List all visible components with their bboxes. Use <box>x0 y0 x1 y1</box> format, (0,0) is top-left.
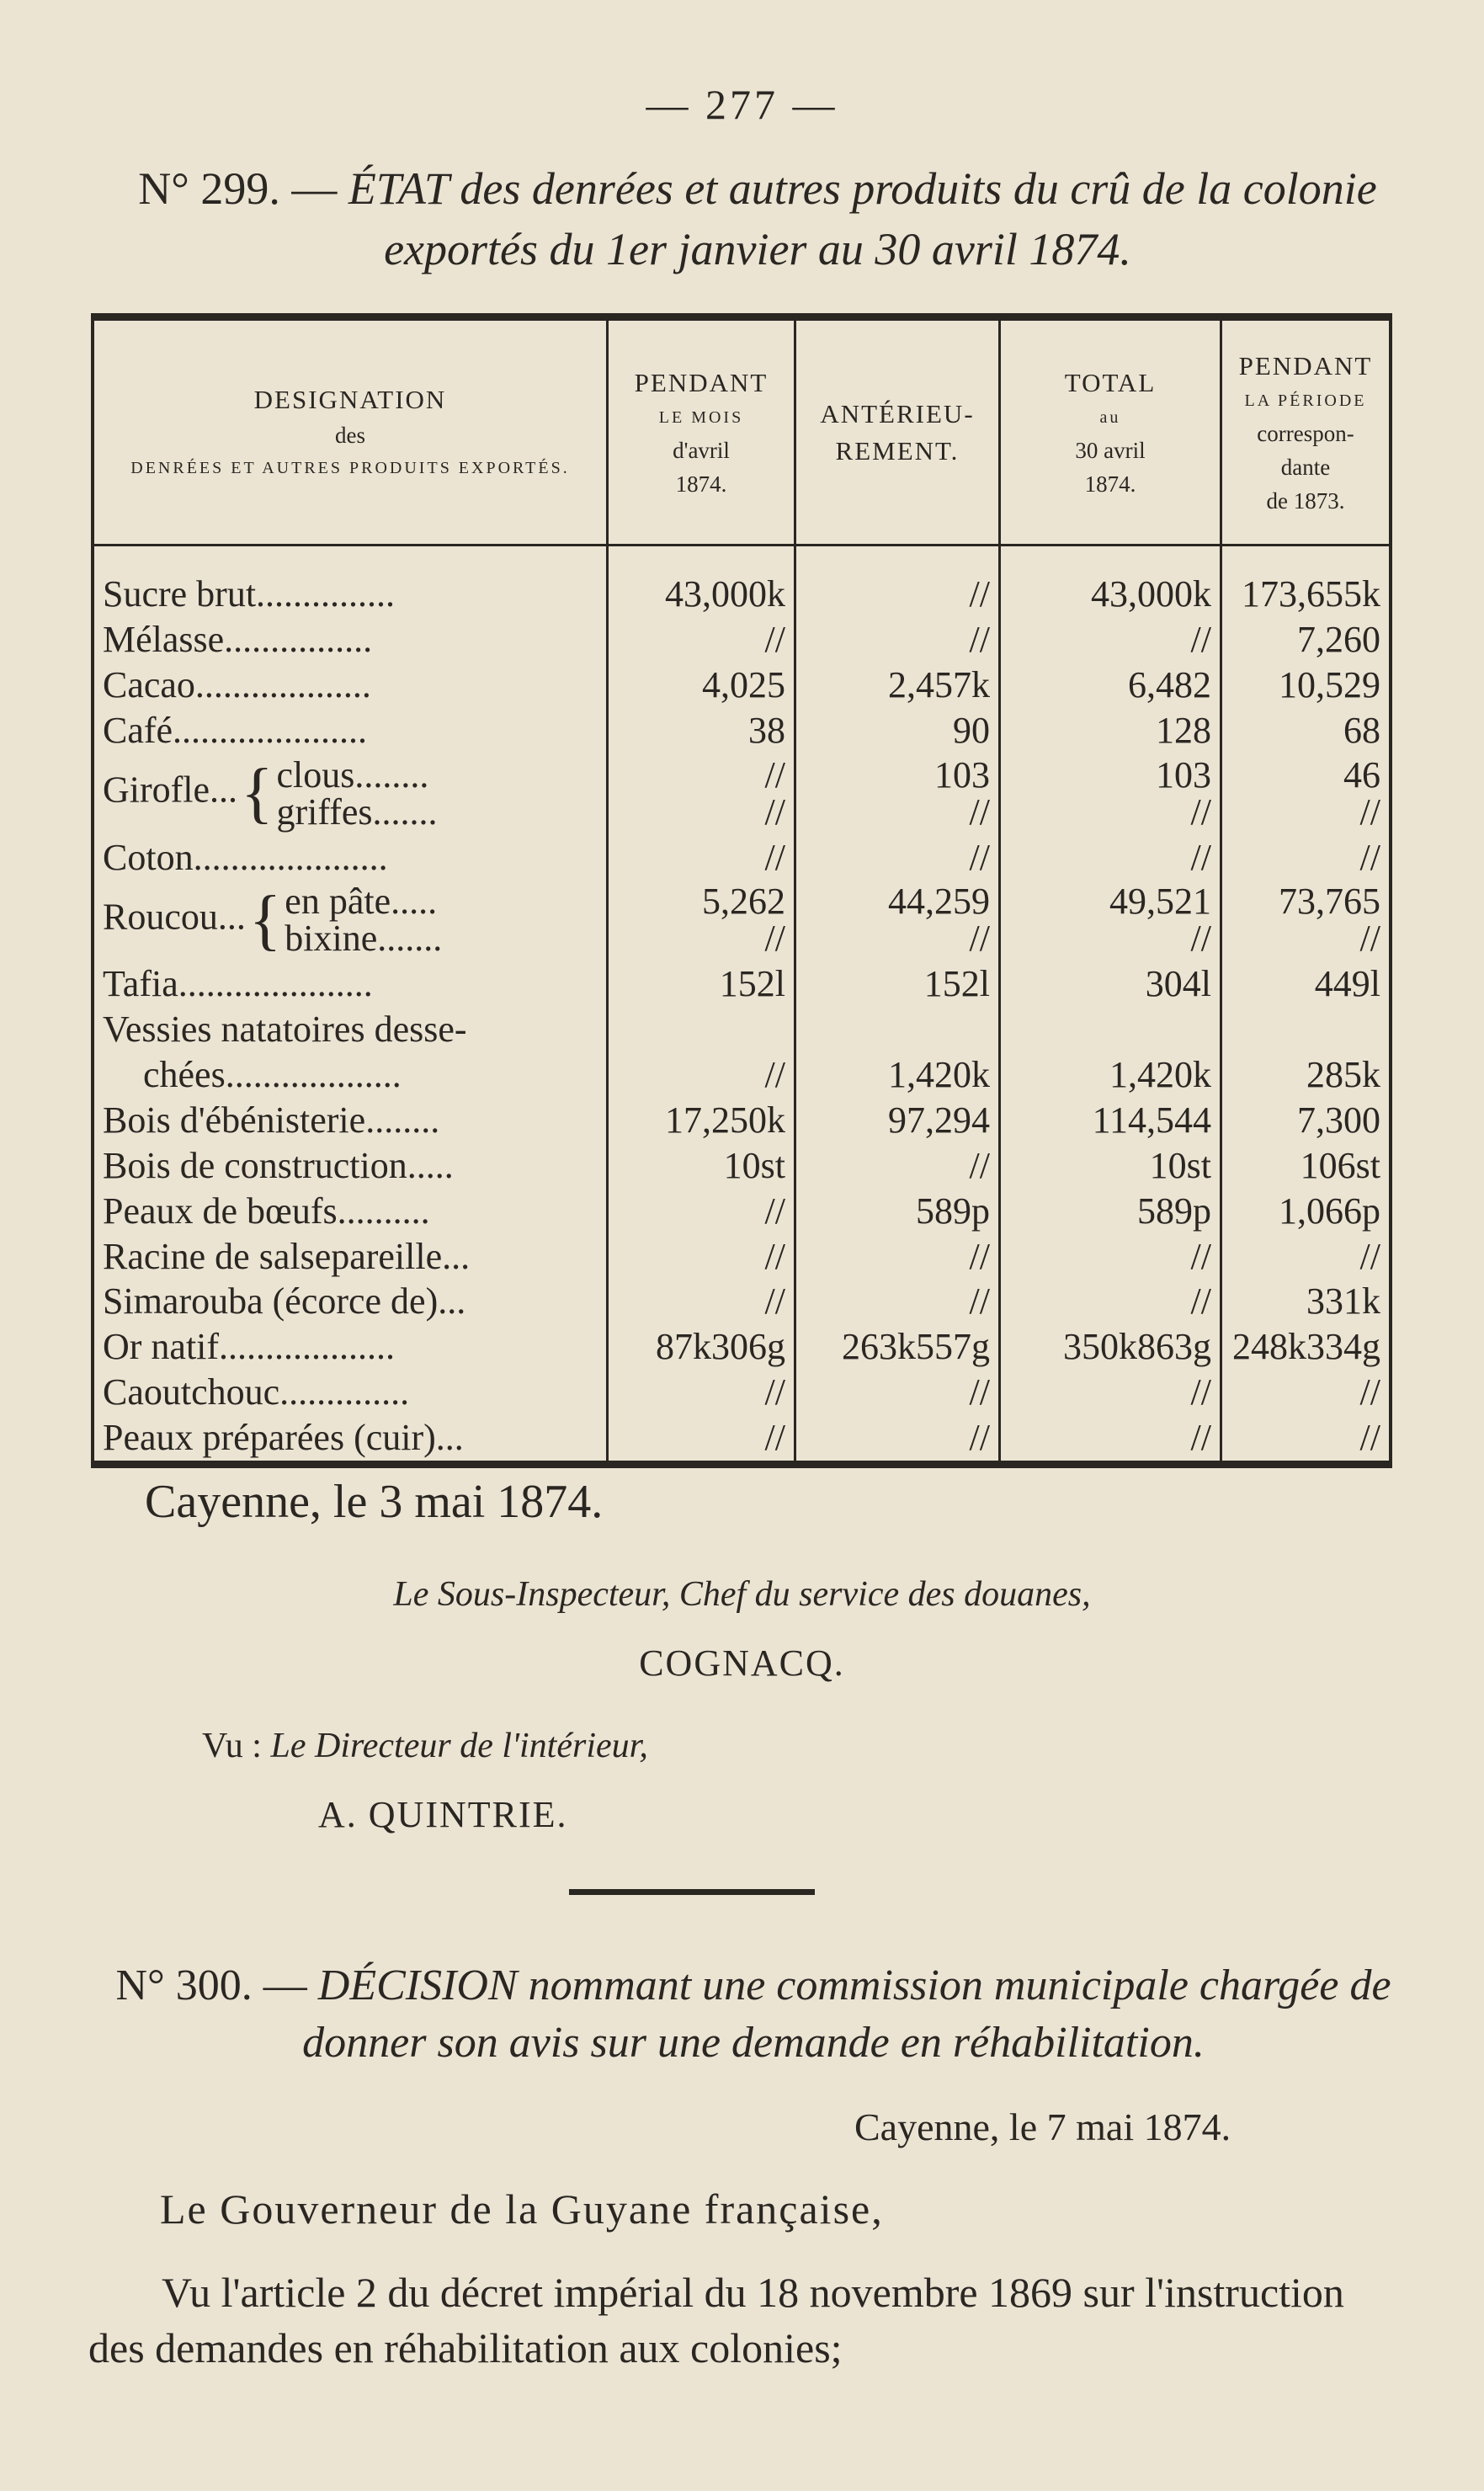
cell-anter: 589p <box>795 1188 1000 1233</box>
row-name: Caoutchouc.............. <box>94 1370 608 1415</box>
sub-label: bixine....... <box>285 918 443 960</box>
group-label: Girofle... <box>103 769 238 812</box>
signatory-role: Le Sous-Inspecteur, Chef du service des douanes, <box>393 1575 1091 1614</box>
vu-role: Le Directeur de l'intérieur, <box>270 1727 648 1765</box>
exports-table <box>94 321 1389 1461</box>
cell-total <box>1000 1006 1221 1051</box>
cell-periode: 10,529 <box>1279 664 1380 706</box>
cell-mois: // // <box>608 753 795 834</box>
row-name: Café..................... <box>94 708 608 753</box>
cell-periode <box>1221 1006 1390 1051</box>
header-periode <box>1221 321 1390 546</box>
considerant: Vu l'article 2 du décret impérial du 18 novembre 1869 sur l'instruction des demandes en réhabilitation aux colonies; <box>88 2269 1344 2371</box>
header-anter-line2: REMENT. <box>835 435 960 466</box>
row-name: Or natif................... <box>94 1324 608 1370</box>
cell-total: 10st <box>1000 1142 1221 1188</box>
place-date: Cayenne, le 3 mai 1874. <box>145 1476 604 1528</box>
cell-anter: 152l <box>795 961 1000 1006</box>
cell-periode: 1,066p <box>1279 1190 1380 1232</box>
header-mois-line4: 1874. <box>675 471 727 497</box>
row-name: Simarouba (écorce de)... <box>94 1279 608 1324</box>
table-row <box>94 1279 1389 1324</box>
sub-label: en pâte..... <box>285 881 438 923</box>
header-total <box>1000 321 1221 546</box>
row-name: Cacao................... <box>94 663 608 708</box>
cell-total: 6,482 <box>1000 663 1221 708</box>
approval-line <box>202 1726 648 1766</box>
cell-mois: 5,262 // <box>608 880 795 961</box>
header-total-line2: au <box>1099 407 1121 427</box>
cell-periode: 285k <box>1306 1053 1380 1095</box>
decision-place-date: Cayenne, le 7 mai 1874. <box>854 2105 1231 2148</box>
cell-mois: 17,250k <box>608 1097 795 1142</box>
row-name: Bois de construction..... <box>94 1142 608 1188</box>
vu-label: Vu : <box>202 1727 262 1765</box>
table-row <box>94 572 1389 617</box>
table-row <box>94 1370 1389 1415</box>
cell-mois: 4,025 <box>608 663 795 708</box>
decision-title <box>93 1957 1414 2072</box>
header-periode-line4: dante <box>1280 454 1331 480</box>
decision-title-text: DÉCISION nommant une commission municipale chargée de donner son avis sur une demande en réhabilitation. <box>302 1961 1391 2067</box>
row-name: Peaux de bœufs.......... <box>94 1188 608 1233</box>
table-row-group-girofle <box>94 753 1389 834</box>
cell-mois: // <box>608 617 795 663</box>
header-periode-line2: LA PÉRIODE <box>1244 391 1367 410</box>
cell-anter: 44,259 // <box>795 880 1000 961</box>
cell-periode: 7,260 <box>1297 619 1380 661</box>
cell-total: 49,521 // <box>1000 880 1221 961</box>
cell-anter <box>795 1006 1000 1051</box>
header-designation <box>94 321 608 546</box>
group-label: Roucou... <box>103 896 246 938</box>
row-name: Racine de salsepareille... <box>94 1233 608 1279</box>
cell-mois: 10st <box>608 1142 795 1188</box>
cell-total: // <box>1000 834 1221 880</box>
cell-anter: 1,420k <box>795 1051 1000 1097</box>
cell-periode: 46 // <box>1343 753 1380 833</box>
cell-anter: // <box>795 1370 1000 1415</box>
cell-total: // <box>1000 1279 1221 1324</box>
header-periode-line3: correspon- <box>1257 420 1354 446</box>
cell-mois: // <box>608 1188 795 1233</box>
exports-table-frame <box>91 313 1392 1468</box>
table-row <box>94 1097 1389 1142</box>
cell-periode: // <box>1359 1235 1380 1277</box>
cell-periode: // <box>1359 1371 1380 1413</box>
table-row <box>94 1233 1389 1279</box>
table-row <box>94 834 1389 880</box>
header-total-line3: 30 avril <box>1075 437 1146 463</box>
cell-mois: // <box>608 1415 795 1461</box>
sub-label: griffes....... <box>276 790 438 833</box>
table-row <box>94 961 1389 1006</box>
cell-periode: // <box>1359 1417 1380 1459</box>
row-name: Bois d'ébénisterie........ <box>94 1097 608 1142</box>
cell-mois <box>608 1006 795 1051</box>
section-divider <box>569 1889 815 1895</box>
cell-anter: // <box>795 617 1000 663</box>
document-title <box>126 158 1389 279</box>
cell-periode: 73,765 // <box>1279 881 1380 960</box>
cell-anter: 263k557g <box>795 1324 1000 1370</box>
cell-total: // <box>1000 617 1221 663</box>
cell-periode: 248k334g <box>1232 1326 1380 1368</box>
table-row-group-roucou <box>94 880 1389 961</box>
cell-mois: 87k306g <box>608 1324 795 1370</box>
document-number: N° 299. — <box>138 163 338 214</box>
sub-labels <box>276 753 438 833</box>
cell-total: // <box>1000 1370 1221 1415</box>
cell-periode: 7,300 <box>1297 1099 1380 1141</box>
table-row <box>94 1051 1389 1097</box>
header-mois-line1: PENDANT <box>634 367 769 397</box>
header-designation-line3: DENRÉES ET AUTRES PRODUITS EXPORTÉS. <box>130 458 570 477</box>
cell-periode: 173,655k <box>1242 573 1380 615</box>
header-total-line4: 1874. <box>1084 471 1136 497</box>
cell-periode: // <box>1359 836 1380 878</box>
row-name: Sucre brut............... <box>94 572 608 617</box>
decision-number: N° 300. — <box>115 1961 307 2009</box>
table-row <box>94 1415 1389 1461</box>
cell-anter: 97,294 <box>795 1097 1000 1142</box>
header-periode-line5: de 1873. <box>1266 487 1345 514</box>
cell-mois: // <box>608 834 795 880</box>
cell-anter: // <box>795 1233 1000 1279</box>
header-total-line1: TOTAL <box>1064 367 1157 397</box>
cell-anter: 90 <box>795 708 1000 753</box>
header-pendant-mois <box>608 321 795 546</box>
row-name: Coton..................... <box>94 834 608 880</box>
cell-mois: 152l <box>608 961 795 1006</box>
header-designation-line2: des <box>335 422 365 448</box>
cell-anter: // <box>795 1415 1000 1461</box>
sub-label: clous........ <box>276 753 429 796</box>
table-row <box>94 617 1389 663</box>
cell-total: 1,420k <box>1000 1051 1221 1097</box>
cell-anter: // <box>795 1142 1000 1188</box>
row-name-group <box>94 880 608 961</box>
document-title-text: ÉTAT des denrées et autres produits du crû de la colonie exportés du 1er janvier au 30 avril 1874. <box>348 163 1377 274</box>
header-anterieurement <box>795 321 1000 546</box>
sub-labels <box>285 881 443 960</box>
cell-mois: // <box>608 1051 795 1097</box>
cell-total: // <box>1000 1233 1221 1279</box>
table-row <box>94 1188 1389 1233</box>
signatory-name: COGNACQ. <box>639 1642 845 1684</box>
table-header-row <box>94 321 1389 546</box>
cell-mois: // <box>608 1233 795 1279</box>
cell-anter: // <box>795 834 1000 880</box>
cell-anter: // <box>795 1279 1000 1324</box>
header-periode-line1: PENDANT <box>1238 350 1373 381</box>
row-name: Vessies natatoires desse- <box>94 1006 608 1051</box>
cell-total: 103 // <box>1000 753 1221 834</box>
cell-anter: 103 // <box>795 753 1000 834</box>
cell-mois: 38 <box>608 708 795 753</box>
header-mois-line3: d'avril <box>673 437 730 463</box>
brace-icon: { <box>248 882 282 957</box>
header-mois-line2: LE MOIS <box>658 407 744 427</box>
cell-periode: 331k <box>1306 1280 1380 1323</box>
table-row <box>94 1006 1389 1051</box>
table-row <box>94 1142 1389 1188</box>
approver-name: A. QUINTRIE. <box>318 1794 568 1835</box>
row-name: Tafia..................... <box>94 961 608 1006</box>
cell-total: 114,544 <box>1000 1097 1221 1142</box>
row-name: Mélasse................ <box>94 617 608 663</box>
cell-anter: 2,457k <box>795 663 1000 708</box>
row-name: Peaux préparées (cuir)... <box>94 1415 608 1461</box>
governor-line: Le Gouverneur de la Guyane française, <box>160 2185 884 2233</box>
page-number: — 277 — <box>646 81 838 128</box>
cell-periode: 68 <box>1343 710 1380 752</box>
cell-total: 128 <box>1000 708 1221 753</box>
cell-total: 350k863g <box>1000 1324 1221 1370</box>
row-name-group <box>94 753 608 834</box>
cell-periode: 449l <box>1314 962 1380 1004</box>
cell-anter: // <box>795 572 1000 617</box>
brace-icon: { <box>241 756 274 831</box>
cell-mois: 43,000k <box>608 572 795 617</box>
cell-periode: 106st <box>1300 1144 1380 1186</box>
cell-total: // <box>1000 1415 1221 1461</box>
header-designation-line1: DESIGNATION <box>253 384 447 414</box>
cell-total: 43,000k <box>1000 572 1221 617</box>
table-spacer <box>94 546 1389 572</box>
table-row <box>94 663 1389 708</box>
table-row <box>94 708 1389 753</box>
cell-total: 304l <box>1000 961 1221 1006</box>
header-anter-line1: ANTÉRIEU- <box>820 398 975 428</box>
cell-mois: // <box>608 1279 795 1324</box>
cell-total: 589p <box>1000 1188 1221 1233</box>
table-row <box>94 1324 1389 1370</box>
cell-mois: // <box>608 1370 795 1415</box>
row-name: chées................... <box>94 1051 608 1097</box>
